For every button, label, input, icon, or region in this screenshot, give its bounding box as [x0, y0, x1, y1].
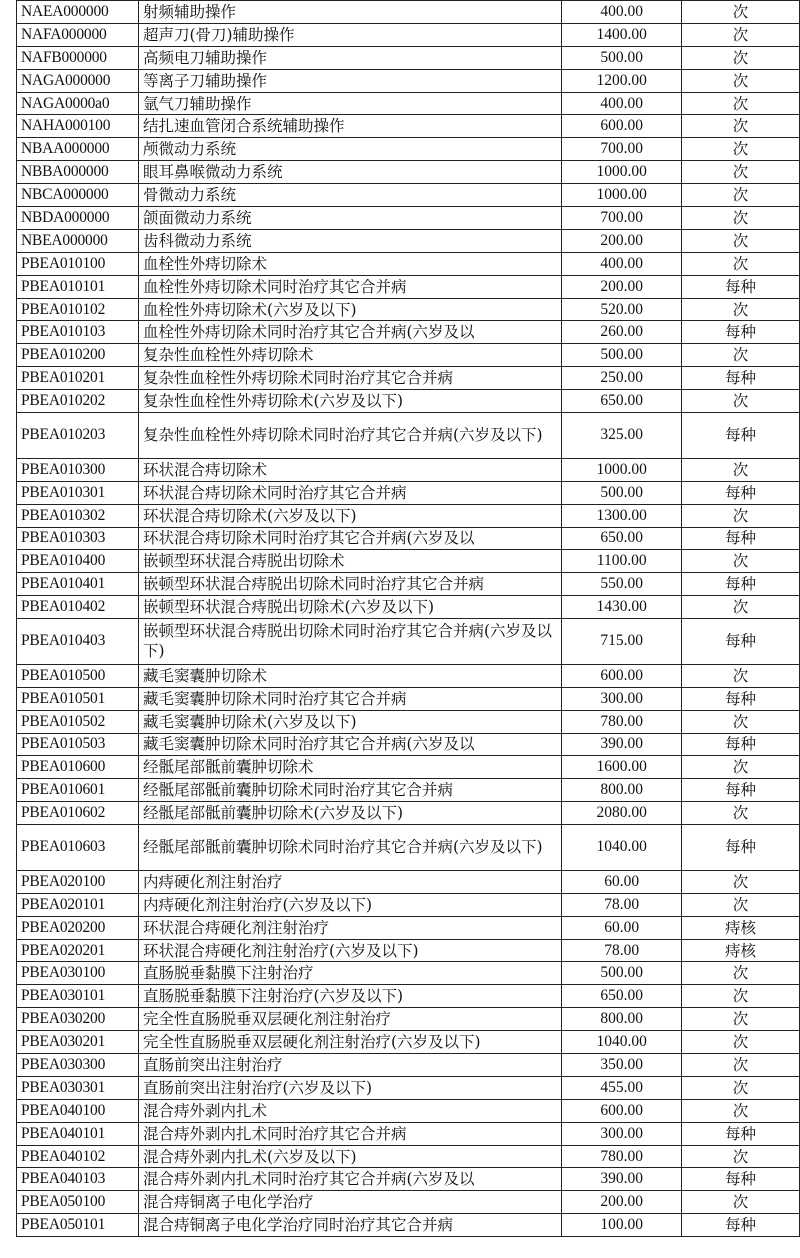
item-unit-cell: 次 [682, 710, 800, 733]
item-name-cell: 混合痔外剥内扎术(六岁及以下) [138, 1145, 561, 1168]
item-name-cell: 完全性直肠脱垂双层硬化剂注射治疗 [138, 1008, 561, 1031]
table-row [17, 939, 800, 962]
item-price-cell: 1040.00 [562, 825, 682, 871]
item-name-cell: 复杂性血栓性外痔切除术同时治疗其它合并病(六岁及以下) [138, 413, 561, 459]
item-code-cell: PBEA010601 [17, 779, 139, 802]
table-row [17, 962, 800, 985]
item-name-cell: 藏毛窦囊肿切除术同时治疗其它合并病(六岁及以 [138, 733, 561, 756]
item-unit-cell: 次 [682, 550, 800, 573]
item-name-cell: 环状混合痔切除术(六岁及以下) [138, 504, 561, 527]
item-unit-cell: 次 [682, 115, 800, 138]
item-price-cell: 78.00 [562, 939, 682, 962]
table-row [17, 916, 800, 939]
item-price-cell: 260.00 [562, 321, 682, 344]
item-code-cell: PBEA010302 [17, 504, 139, 527]
item-code-cell: PBEA010602 [17, 802, 139, 825]
item-name-cell: 混合痔铜离子电化学治疗 [138, 1191, 561, 1214]
item-price-cell: 1000.00 [562, 458, 682, 481]
item-name-cell: 嵌顿型环状混合痔脱出切除术同时治疗其它合并病 [138, 573, 561, 596]
item-code-cell: PBEA010301 [17, 481, 139, 504]
item-unit-cell: 每种 [682, 321, 800, 344]
table-row [17, 825, 800, 871]
item-unit-cell: 每种 [682, 1168, 800, 1191]
item-price-cell: 800.00 [562, 1008, 682, 1031]
item-unit-cell: 次 [682, 390, 800, 413]
item-unit-cell: 次 [682, 1076, 800, 1099]
item-price-cell: 300.00 [562, 1122, 682, 1145]
item-unit-cell: 次 [682, 161, 800, 184]
item-unit-cell: 次 [682, 985, 800, 1008]
table-row [17, 1168, 800, 1191]
item-price-cell: 550.00 [562, 573, 682, 596]
table-row [17, 550, 800, 573]
table-row [17, 1214, 800, 1237]
table-row [17, 802, 800, 825]
item-name-cell: 颅微动力系统 [138, 138, 561, 161]
item-unit-cell: 次 [682, 1031, 800, 1054]
item-code-cell: PBEA030200 [17, 1008, 139, 1031]
item-name-cell: 颌面微动力系统 [138, 207, 561, 230]
item-name-cell: 超声刀(骨刀)辅助操作 [138, 23, 561, 46]
item-unit-cell: 每种 [682, 367, 800, 390]
item-unit-cell: 每种 [682, 481, 800, 504]
item-unit-cell: 次 [682, 46, 800, 69]
item-code-cell: NBDA000000 [17, 207, 139, 230]
item-unit-cell: 每种 [682, 275, 800, 298]
item-code-cell: PBEA030101 [17, 985, 139, 1008]
item-code-cell: PBEA010102 [17, 298, 139, 321]
item-price-cell: 250.00 [562, 367, 682, 390]
table-row [17, 23, 800, 46]
item-unit-cell: 次 [682, 1008, 800, 1031]
item-name-cell: 混合痔铜离子电化学治疗同时治疗其它合并病 [138, 1214, 561, 1237]
table-row [17, 275, 800, 298]
item-price-cell: 1430.00 [562, 596, 682, 619]
item-name-cell: 混合痔外剥内扎术同时治疗其它合并病 [138, 1122, 561, 1145]
item-code-cell: PBEA010603 [17, 825, 139, 871]
item-code-cell: PBEA010201 [17, 367, 139, 390]
table-row [17, 756, 800, 779]
item-price-cell: 650.00 [562, 527, 682, 550]
item-name-cell: 直肠脱垂黏膜下注射治疗 [138, 962, 561, 985]
table-row [17, 298, 800, 321]
price-table [16, 0, 800, 1237]
item-name-cell: 内痔硬化剂注射治疗(六岁及以下) [138, 893, 561, 916]
item-price-cell: 1000.00 [562, 184, 682, 207]
item-price-cell: 400.00 [562, 1, 682, 24]
item-unit-cell: 次 [682, 802, 800, 825]
item-price-cell: 1300.00 [562, 504, 682, 527]
item-unit-cell: 次 [682, 344, 800, 367]
item-code-cell: PBEA010103 [17, 321, 139, 344]
item-price-cell: 600.00 [562, 664, 682, 687]
item-name-cell: 经骶尾部骶前囊肿切除术(六岁及以下) [138, 802, 561, 825]
item-code-cell: PBEA030300 [17, 1054, 139, 1077]
item-name-cell: 经骶尾部骶前囊肿切除术 [138, 756, 561, 779]
table-row [17, 115, 800, 138]
item-unit-cell: 每种 [682, 413, 800, 459]
item-unit-cell: 次 [682, 252, 800, 275]
item-code-cell: PBEA050101 [17, 1214, 139, 1237]
item-name-cell: 高频电刀辅助操作 [138, 46, 561, 69]
item-code-cell: NAGA0000a0 [17, 92, 139, 115]
item-unit-cell: 次 [682, 756, 800, 779]
item-code-cell: PBEA020201 [17, 939, 139, 962]
item-name-cell: 直肠脱垂黏膜下注射治疗(六岁及以下) [138, 985, 561, 1008]
item-unit-cell: 次 [682, 1, 800, 24]
item-code-cell: NAEA000000 [17, 1, 139, 24]
item-name-cell: 氩气刀辅助操作 [138, 92, 561, 115]
item-price-cell: 390.00 [562, 733, 682, 756]
item-unit-cell: 次 [682, 893, 800, 916]
item-name-cell: 经骶尾部骶前囊肿切除术同时治疗其它合并病(六岁及以下) [138, 825, 561, 871]
item-unit-cell: 次 [682, 664, 800, 687]
table-row [17, 573, 800, 596]
item-price-cell: 100.00 [562, 1214, 682, 1237]
item-price-cell: 60.00 [562, 916, 682, 939]
item-name-cell: 环状混合痔硬化剂注射治疗 [138, 916, 561, 939]
item-code-cell: NBAA000000 [17, 138, 139, 161]
item-name-cell: 骨微动力系统 [138, 184, 561, 207]
item-unit-cell: 次 [682, 596, 800, 619]
item-name-cell: 眼耳鼻喉微动力系统 [138, 161, 561, 184]
item-code-cell: PBEA010200 [17, 344, 139, 367]
item-name-cell: 藏毛窦囊肿切除术(六岁及以下) [138, 710, 561, 733]
item-name-cell: 血栓性外痔切除术同时治疗其它合并病(六岁及以 [138, 321, 561, 344]
item-unit-cell: 次 [682, 229, 800, 252]
item-name-cell: 射频辅助操作 [138, 1, 561, 24]
item-unit-cell: 次 [682, 504, 800, 527]
item-code-cell: PBEA020100 [17, 870, 139, 893]
item-price-cell: 600.00 [562, 115, 682, 138]
item-price-cell: 325.00 [562, 413, 682, 459]
item-name-cell: 环状混合痔切除术 [138, 458, 561, 481]
item-code-cell: NAGA000000 [17, 69, 139, 92]
item-price-cell: 780.00 [562, 1145, 682, 1168]
item-unit-cell: 次 [682, 298, 800, 321]
item-name-cell: 血栓性外痔切除术 [138, 252, 561, 275]
item-price-cell: 650.00 [562, 985, 682, 1008]
item-code-cell: PBEA010600 [17, 756, 139, 779]
item-name-cell: 混合痔外剥内扎术同时治疗其它合并病(六岁及以 [138, 1168, 561, 1191]
table-row [17, 1054, 800, 1077]
table-row [17, 893, 800, 916]
item-price-cell: 200.00 [562, 275, 682, 298]
table-row [17, 367, 800, 390]
item-code-cell: PBEA020200 [17, 916, 139, 939]
item-code-cell: PBEA010300 [17, 458, 139, 481]
item-code-cell: PBEA010500 [17, 664, 139, 687]
table-row [17, 184, 800, 207]
item-price-cell: 800.00 [562, 779, 682, 802]
item-name-cell: 混合痔外剥内扎术 [138, 1099, 561, 1122]
item-price-cell: 650.00 [562, 390, 682, 413]
item-price-cell: 1600.00 [562, 756, 682, 779]
item-unit-cell: 次 [682, 69, 800, 92]
item-unit-cell: 次 [682, 92, 800, 115]
item-price-cell: 455.00 [562, 1076, 682, 1099]
item-price-cell: 700.00 [562, 207, 682, 230]
item-unit-cell: 每种 [682, 779, 800, 802]
item-name-cell: 直肠前突出注射治疗(六岁及以下) [138, 1076, 561, 1099]
item-price-cell: 300.00 [562, 687, 682, 710]
item-price-cell: 200.00 [562, 229, 682, 252]
table-row [17, 92, 800, 115]
item-price-cell: 400.00 [562, 92, 682, 115]
item-unit-cell: 次 [682, 138, 800, 161]
table-row [17, 161, 800, 184]
table-row [17, 527, 800, 550]
item-code-cell: NAFB000000 [17, 46, 139, 69]
item-unit-cell: 每种 [682, 1122, 800, 1145]
item-price-cell: 350.00 [562, 1054, 682, 1077]
item-name-cell: 嵌顿型环状混合痔脱出切除术(六岁及以下) [138, 596, 561, 619]
item-price-cell: 390.00 [562, 1168, 682, 1191]
item-unit-cell: 次 [682, 23, 800, 46]
item-code-cell: PBEA020101 [17, 893, 139, 916]
table-row [17, 344, 800, 367]
item-code-cell: PBEA010402 [17, 596, 139, 619]
item-code-cell: PBEA030201 [17, 1031, 139, 1054]
item-name-cell: 环状混合痔切除术同时治疗其它合并病 [138, 481, 561, 504]
item-price-cell: 500.00 [562, 46, 682, 69]
item-code-cell: PBEA010403 [17, 619, 139, 665]
item-price-cell: 2080.00 [562, 802, 682, 825]
table-row [17, 458, 800, 481]
table-row [17, 1031, 800, 1054]
item-name-cell: 完全性直肠脱垂双层硬化剂注射治疗(六岁及以下) [138, 1031, 561, 1054]
table-row [17, 481, 800, 504]
item-name-cell: 复杂性血栓性外痔切除术(六岁及以下) [138, 390, 561, 413]
item-unit-cell: 每种 [682, 1214, 800, 1237]
table-row [17, 619, 800, 665]
table-row [17, 1145, 800, 1168]
item-code-cell: PBEA030301 [17, 1076, 139, 1099]
table-row [17, 229, 800, 252]
item-unit-cell: 次 [682, 1145, 800, 1168]
item-code-cell: PBEA010503 [17, 733, 139, 756]
item-name-cell: 齿科微动力系统 [138, 229, 561, 252]
item-code-cell: PBEA010203 [17, 413, 139, 459]
item-code-cell: PBEA010303 [17, 527, 139, 550]
item-price-cell: 1000.00 [562, 161, 682, 184]
item-code-cell: PBEA010400 [17, 550, 139, 573]
item-unit-cell: 每种 [682, 733, 800, 756]
table-row [17, 870, 800, 893]
item-unit-cell: 痔核 [682, 939, 800, 962]
item-price-cell: 400.00 [562, 252, 682, 275]
item-code-cell: PBEA010401 [17, 573, 139, 596]
item-code-cell: PBEA050100 [17, 1191, 139, 1214]
item-code-cell: PBEA010100 [17, 252, 139, 275]
table-row [17, 1076, 800, 1099]
table-row [17, 1008, 800, 1031]
table-row [17, 1099, 800, 1122]
item-unit-cell: 次 [682, 962, 800, 985]
table-row [17, 252, 800, 275]
item-name-cell: 环状混合痔硬化剂注射治疗(六岁及以下) [138, 939, 561, 962]
item-unit-cell: 次 [682, 207, 800, 230]
table-row [17, 596, 800, 619]
item-code-cell: PBEA010502 [17, 710, 139, 733]
item-code-cell: PBEA010501 [17, 687, 139, 710]
item-code-cell: PBEA010101 [17, 275, 139, 298]
table-row [17, 664, 800, 687]
item-code-cell: PBEA040102 [17, 1145, 139, 1168]
price-table-body [17, 1, 800, 1237]
item-name-cell: 内痔硬化剂注射治疗 [138, 870, 561, 893]
table-row [17, 733, 800, 756]
item-name-cell: 藏毛窦囊肿切除术同时治疗其它合并病 [138, 687, 561, 710]
item-code-cell: NAHA000100 [17, 115, 139, 138]
item-price-cell: 500.00 [562, 481, 682, 504]
item-unit-cell: 每种 [682, 687, 800, 710]
table-row [17, 779, 800, 802]
item-code-cell: PBEA010202 [17, 390, 139, 413]
item-name-cell: 藏毛窦囊肿切除术 [138, 664, 561, 687]
item-code-cell: NBCA000000 [17, 184, 139, 207]
table-row [17, 390, 800, 413]
item-code-cell: NAFA000000 [17, 23, 139, 46]
item-unit-cell: 每种 [682, 573, 800, 596]
table-row [17, 710, 800, 733]
item-price-cell: 60.00 [562, 870, 682, 893]
table-row [17, 46, 800, 69]
item-code-cell: PBEA040100 [17, 1099, 139, 1122]
table-row [17, 1122, 800, 1145]
item-unit-cell: 次 [682, 458, 800, 481]
item-code-cell: PBEA040103 [17, 1168, 139, 1191]
item-code-cell: PBEA030100 [17, 962, 139, 985]
item-code-cell: NBBA000000 [17, 161, 139, 184]
item-price-cell: 520.00 [562, 298, 682, 321]
item-name-cell: 血栓性外痔切除术同时治疗其它合并病 [138, 275, 561, 298]
item-unit-cell: 次 [682, 870, 800, 893]
item-name-cell: 嵌顿型环状混合痔脱出切除术同时治疗其它合并病(六岁及以下) [138, 619, 561, 665]
item-unit-cell: 每种 [682, 825, 800, 871]
table-row [17, 207, 800, 230]
item-price-cell: 1040.00 [562, 1031, 682, 1054]
item-price-cell: 600.00 [562, 1099, 682, 1122]
table-row [17, 504, 800, 527]
table-row [17, 1191, 800, 1214]
table-row [17, 1, 800, 24]
item-price-cell: 780.00 [562, 710, 682, 733]
item-unit-cell: 次 [682, 1191, 800, 1214]
item-code-cell: NBEA000000 [17, 229, 139, 252]
item-price-cell: 1200.00 [562, 69, 682, 92]
item-unit-cell: 次 [682, 1099, 800, 1122]
item-unit-cell: 次 [682, 1054, 800, 1077]
item-unit-cell: 痔核 [682, 916, 800, 939]
item-name-cell: 环状混合痔切除术同时治疗其它合并病(六岁及以 [138, 527, 561, 550]
table-row [17, 138, 800, 161]
item-name-cell: 复杂性血栓性外痔切除术同时治疗其它合并病 [138, 367, 561, 390]
item-name-cell: 血栓性外痔切除术(六岁及以下) [138, 298, 561, 321]
item-name-cell: 复杂性血栓性外痔切除术 [138, 344, 561, 367]
item-price-cell: 500.00 [562, 962, 682, 985]
item-name-cell: 结扎速血管闭合系统辅助操作 [138, 115, 561, 138]
table-row [17, 321, 800, 344]
table-row [17, 985, 800, 1008]
item-name-cell: 直肠前突出注射治疗 [138, 1054, 561, 1077]
item-price-cell: 1400.00 [562, 23, 682, 46]
item-unit-cell: 次 [682, 184, 800, 207]
item-name-cell: 嵌顿型环状混合痔脱出切除术 [138, 550, 561, 573]
item-price-cell: 500.00 [562, 344, 682, 367]
table-row [17, 69, 800, 92]
item-price-cell: 78.00 [562, 893, 682, 916]
table-row [17, 413, 800, 459]
item-price-cell: 700.00 [562, 138, 682, 161]
table-row [17, 687, 800, 710]
item-name-cell: 经骶尾部骶前囊肿切除术同时治疗其它合并病 [138, 779, 561, 802]
item-unit-cell: 每种 [682, 619, 800, 665]
item-price-cell: 200.00 [562, 1191, 682, 1214]
item-code-cell: PBEA040101 [17, 1122, 139, 1145]
item-price-cell: 715.00 [562, 619, 682, 665]
item-unit-cell: 每种 [682, 527, 800, 550]
item-name-cell: 等离子刀辅助操作 [138, 69, 561, 92]
item-price-cell: 1100.00 [562, 550, 682, 573]
